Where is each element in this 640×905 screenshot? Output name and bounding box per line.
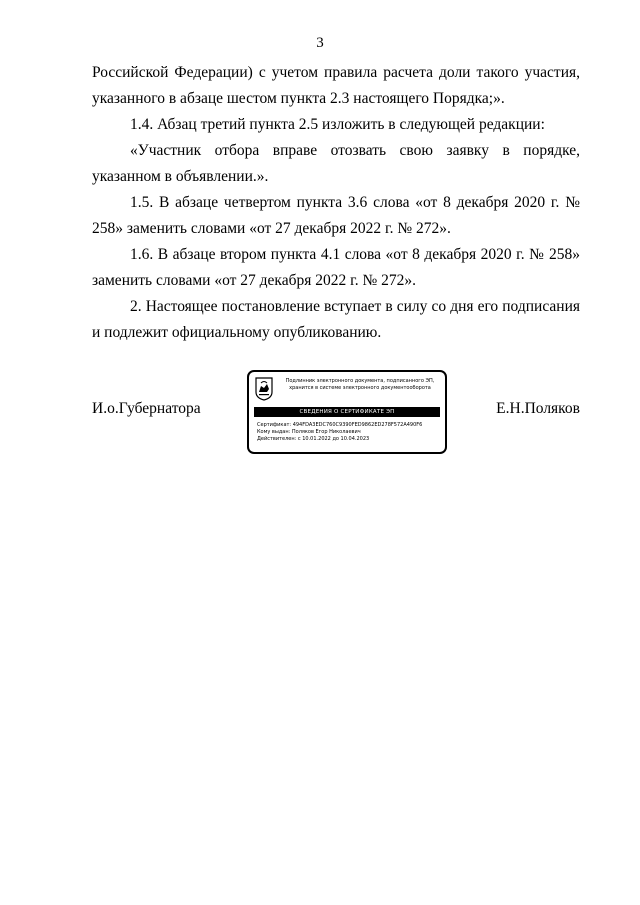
electronic-signature-stamp bbox=[247, 370, 447, 454]
signatory-position: И.о.Губернатора bbox=[92, 400, 201, 417]
stamp-issued-to: Кому выдан: Поляков Егор Николаевич bbox=[257, 429, 361, 435]
page-number: 3 bbox=[316, 35, 324, 51]
paragraph-continuation: Российской Федерации) с учетом правила расчета доли такого участия, указанного в абзаце шестом пункта 2.3 настоящего Порядка;». bbox=[92, 64, 580, 107]
stamp-certificate: Сертификат: 494FDA3EDC760C9390FED9862ED278F572A490F6 bbox=[257, 422, 423, 428]
signatory-name: Е.Н.Поляков bbox=[496, 400, 580, 417]
paragraph-1-6: 1.6. В абзаце втором пункта 4.1 слова «от 8 декабря 2020 г. № 258» заменить словами «от 27 декабря 2022 г. № 272». bbox=[92, 246, 580, 289]
document-body bbox=[92, 60, 580, 346]
stamp-title-bar: СВЕДЕНИЯ О СЕРТИФИКАТЕ ЭП bbox=[254, 407, 440, 417]
stamp-valid-period: Действителен: с 10.01.2022 до 10.04.2023 bbox=[257, 436, 370, 442]
paragraph-quote: «Участник отбора вправе отозвать свою заявку в порядке, указанном в объявлении.». bbox=[92, 142, 580, 185]
stamp-details bbox=[257, 422, 441, 443]
coat-of-arms-icon bbox=[255, 377, 273, 401]
paragraph-2: 2. Настоящее постановление вступает в силу со дня его подписания и подлежит официальному опубликованию. bbox=[92, 298, 580, 341]
paragraph-1-5: 1.5. В абзаце четвертом пункта 3.6 слова «от 8 декабря 2020 г. № 258» заменить словами «от 27 декабря 2022 г. № 272». bbox=[92, 194, 580, 237]
stamp-header-text: Подлинник электронного документа, подписанного ЭП, хранится в системе электронного документооборота bbox=[285, 378, 435, 391]
paragraph-1-4: 1.4. Абзац третий пункта 2.5 изложить в следующей редакции: bbox=[130, 116, 545, 133]
